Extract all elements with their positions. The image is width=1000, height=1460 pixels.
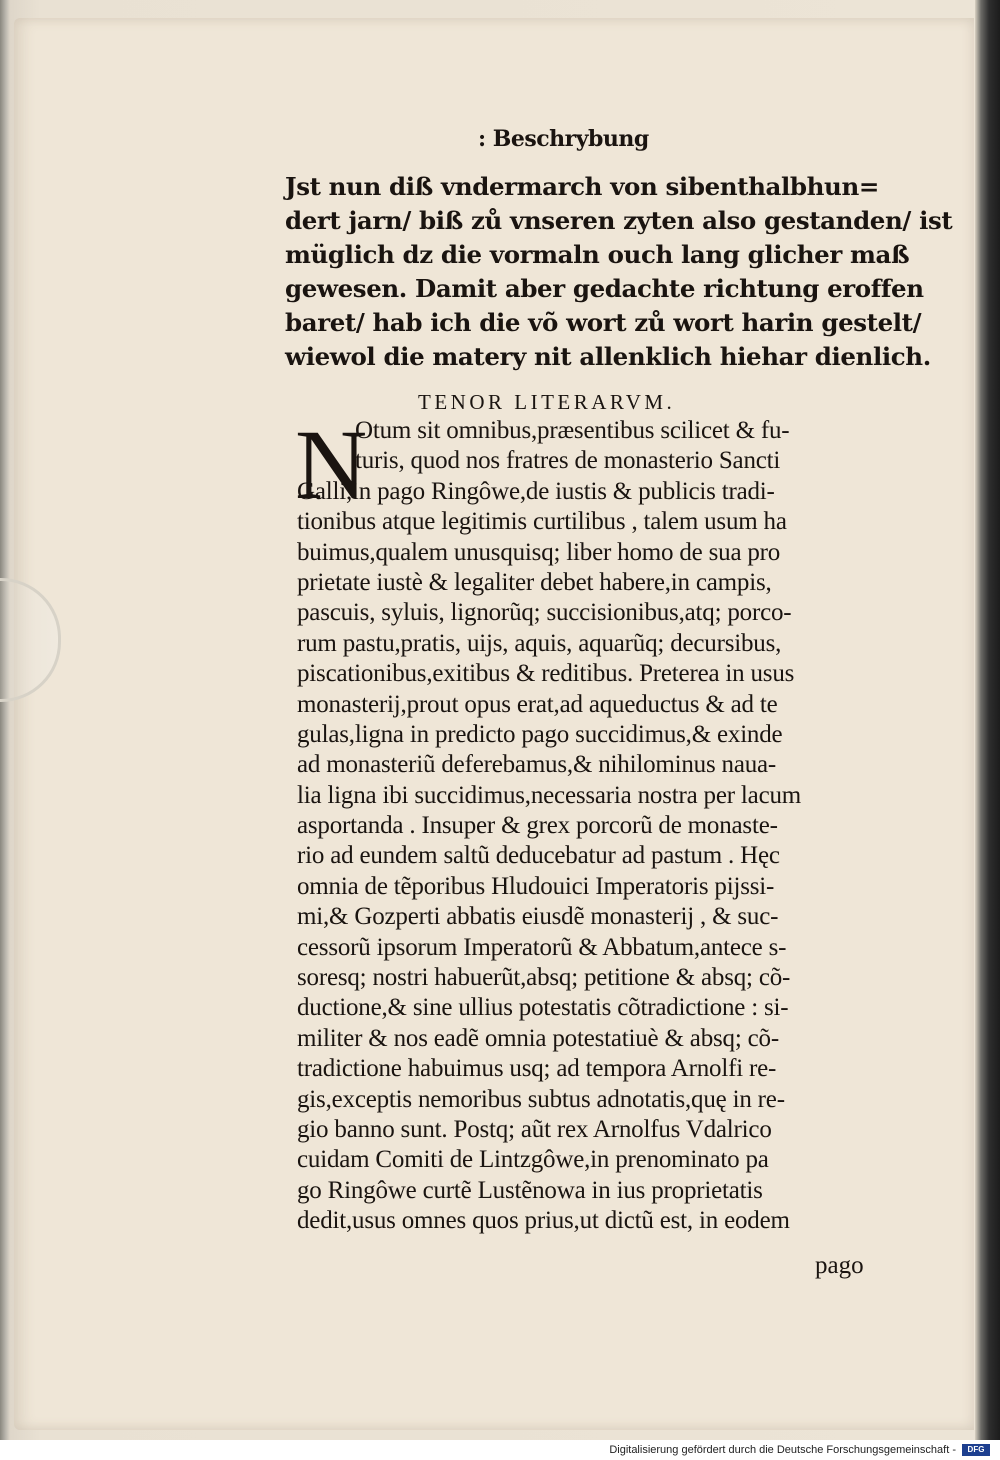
catchword: pago [815,1252,864,1279]
latin-line: pascuis, syluis, lignorũq; succisionibus,atq; porco- [297,599,792,627]
latin-line: gio banno sunt. Postq; aũt rex Arnolfus Vdalrico [297,1115,772,1143]
latin-line: gulas,ligna in predicto pago succidimus,& exinde [297,720,783,748]
book-spine-shadow [975,0,1000,1440]
german-paragraph [285,170,953,374]
latin-line: ductione,& sine ullius potestatis cõtradictione : si- [297,994,789,1022]
latin-line: mi,& Gozperti abbatis eiusdẽ monasterij , & suc- [297,903,779,931]
german-line: dert jarn/ biß zů vnseren zyten also gestanden/ ist [285,206,953,235]
latin-line: cessorũ ipsorum Imperatorũ & Abbatum,antece s- [297,933,787,961]
latin-line: buimus,qualem unusquisq; liber homo de sua pro [297,538,781,566]
german-line: müglich dz die vormaln ouch lang glicher maß [285,240,910,269]
latin-line: militer & nos eadẽ omnia potestatiuè & absq; cõ- [297,1024,779,1052]
latin-text [295,409,887,1237]
german-line: wiewol die matery nit allenklich hiehar dienlich. [285,342,931,371]
latin-line: gis,exceptis nemoribus subtus adnotatis,quę in re- [297,1085,785,1113]
latin-line: ad monasteriũ deferebamus,& nihilominus naua- [297,751,777,779]
latin-line: piscationibus,exitibus & reditibus. Preterea in usus [297,660,795,688]
latin-line: tionibus atque legitimis curtilibus , talem usum ha [297,508,787,536]
latin-line: rio ad eundem saltũ deducebatur ad pastum . Hęc [297,842,780,870]
latin-line: prietate iustè & legaliter debet habere,in campis, [297,568,772,596]
latin-line: cuidam Comiti de Lintzgôwe,in prenominato pa [297,1146,769,1174]
latin-line: rum pastu,pratis, uijs, aquis, aquarũq; decursibus, [297,629,782,657]
dfg-logo: DFG [962,1444,990,1456]
latin-line: omnia de tẽporibus Hludouici Imperatoris pijssi- [297,872,775,900]
latin-line: Galli,in pago Ringôwe,de iustis & publicis tradi- [297,477,775,505]
digitization-footer [0,1440,1000,1460]
drop-cap-initial: N [295,409,368,520]
german-line: baret/ hab ich die võ wort zů wort harin gestelt/ [285,308,922,337]
latin-line: soresq; nostri habuerũt,absq; petitione & absq; cõ- [297,964,791,992]
running-head: : Beschrybung [478,126,649,152]
latin-line: asportanda . Insuper & grex porcorũ de monaste- [297,812,778,840]
footer-credit: Digitalisierung gefördert durch die Deutsche Forschungsgemeinschaft - [609,1444,956,1456]
latin-line: tradictione habuimus usq; ad tempora Arnolfi re- [297,1055,777,1083]
section-title: TENOR LITERARVM. [418,390,676,414]
latin-line: Otum sit omnibus,præsentibus scilicet & fu- [355,417,790,444]
german-line: Jst nun diß vndermarch von sibenthalbhun= [285,172,879,201]
latin-line: go Ringôwe curtẽ Lustẽnowa in ius proprietatis [297,1176,763,1204]
latin-line: lia ligna ibi succidimus,necessaria nostra per lacum [297,781,802,809]
latin-line: monasterij,prout opus erat,ad aqueductus & ad te [297,690,778,718]
latin-line: turis, quod nos fratres de monasterio Sancti [355,447,781,475]
german-line: gewesen. Damit aber gedachte richtung eroffen [285,274,924,303]
latin-line: dedit,usus omnes quos prius,ut dictũ est, in eodem [297,1207,790,1235]
